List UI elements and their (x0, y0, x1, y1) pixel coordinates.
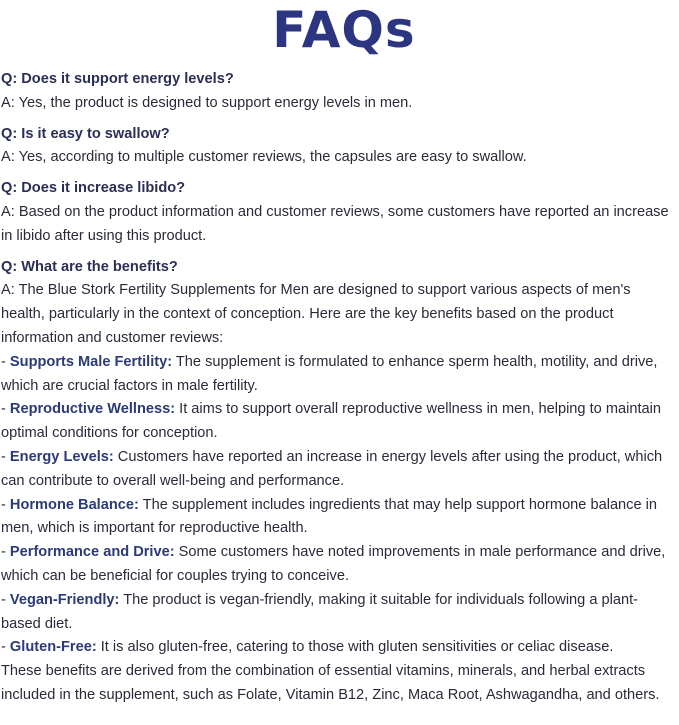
benefits-outro: These benefits are derived from the combination of essential vitamins, minerals, and herbal extracts included in the supplement, such as Folate, Vitamin B12, Zinc, Maca Root, Ashwagandha, and others. (1, 663, 660, 703)
benefit-bullet: - (1, 353, 10, 370)
benefit-bullet: - (1, 448, 10, 465)
page-title: FAQs (272, 1, 416, 59)
faq-answer: A: Yes, the product is designed to support energy levels in men. (1, 94, 413, 111)
benefit-text: It aims to support overall reproductive wellness in men, helping to maintain optimal conditions for conception. (1, 401, 661, 442)
benefit-item (1, 494, 677, 542)
faq-answer (1, 279, 677, 707)
benefit-bullet: - (1, 591, 10, 608)
benefit-name: Performance and Drive: (9, 544, 175, 561)
benefit-text: Some customers have noted improvements in male performance and drive, which can be beneficial for couples trying to conceive. (1, 544, 666, 584)
benefit-text: The supplement is formulated to enhance sperm health, motility, and drive, which are crucial factors in male fertility. (1, 353, 658, 394)
benefit-item (1, 541, 677, 589)
faq-question: Q: What are the benefits? (1, 258, 178, 275)
faq-question: Q: Is it easy to swallow? (1, 125, 170, 142)
faq-item (1, 177, 677, 248)
benefit-item (1, 398, 677, 446)
benefit-bullet: - (1, 496, 10, 513)
benefit-item (1, 589, 677, 637)
benefit-bullet: - (1, 639, 10, 656)
faq-answer: A: Based on the product information and customer reviews, some customers have reported an increase in libido after using this product. (1, 203, 669, 244)
faq-item (1, 123, 677, 171)
faq-list (1, 68, 677, 708)
benefit-item (1, 351, 677, 399)
benefit-text: The product is vegan-friendly, making it suitable for individuals following a plant-based diet. (1, 591, 639, 632)
faq-item-benefits (1, 256, 677, 708)
benefit-item (1, 446, 677, 494)
benefit-bullet: - (1, 401, 10, 418)
benefit-name: Vegan-Friendly: (9, 591, 120, 608)
benefit-text: It is also gluten-free, catering to those with gluten sensitivities or celiac disease. (96, 639, 614, 656)
faq-answer: A: Yes, according to multiple customer reviews, the capsules are easy to swallow. (1, 149, 527, 166)
benefit-text: The supplement includes ingredients that may help support hormone balance in men, which is important for reproductive health. (1, 496, 658, 537)
benefit-bullet: - (1, 544, 10, 561)
benefits-intro: A: The Blue Stork Fertility Supplements for Men are designed to support various aspects of men's health, particularly in the context of conception. Here are the key benefits based on the product information and customer reviews: (1, 282, 631, 346)
benefit-name: Hormone Balance: (9, 496, 139, 513)
faq-item (1, 68, 677, 116)
faq-question: Q: Does it support energy levels? (1, 71, 234, 87)
benefit-name: Reproductive Wellness: (9, 401, 176, 418)
benefit-text: Customers have reported an increase in energy levels after using the product, which can contribute to overall well-being and performance. (1, 448, 663, 489)
benefit-name: Energy Levels: (9, 448, 114, 465)
benefit-name: Gluten-Free: (9, 639, 97, 656)
faq-question: Q: Does it increase libido? (1, 180, 186, 197)
benefit-name: Supports Male Fertility: (9, 353, 173, 370)
benefit-item (1, 636, 677, 660)
